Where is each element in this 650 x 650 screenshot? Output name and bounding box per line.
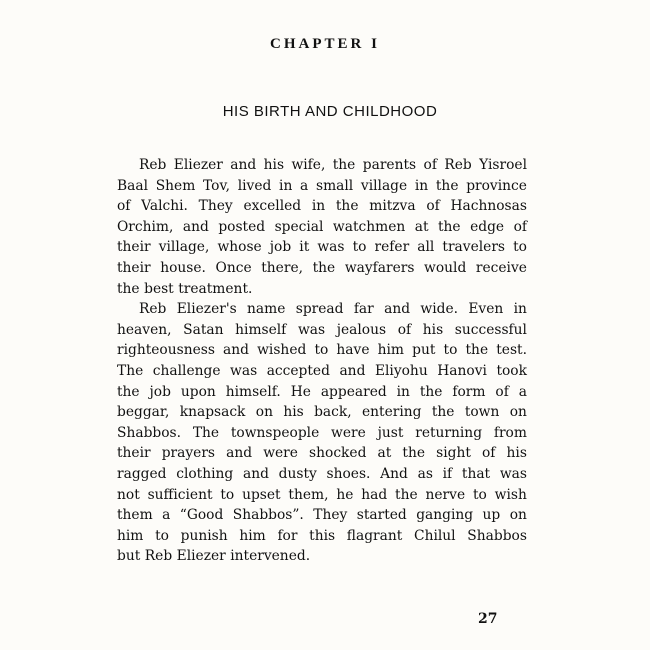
text-line: [117, 505, 527, 526]
word: in: [311, 198, 326, 215]
text-line: [117, 443, 527, 464]
word: lived: [237, 177, 272, 194]
word: put: [412, 342, 436, 359]
text-line: [117, 176, 527, 197]
text-line: [117, 402, 527, 423]
word: Orchim,: [117, 218, 174, 235]
word: watchmen: [332, 218, 406, 235]
word: form: [452, 383, 486, 400]
text-line: [117, 485, 527, 506]
word: jealous: [336, 321, 387, 338]
text-line: [117, 258, 527, 279]
text-line: [117, 361, 527, 382]
word: of: [117, 198, 131, 215]
word: his: [422, 321, 444, 338]
word: sight: [436, 445, 471, 462]
word: town: [464, 404, 500, 421]
word: whose: [217, 239, 262, 256]
word: village: [360, 177, 408, 194]
word: his: [263, 157, 285, 173]
word: He: [290, 383, 311, 400]
word: was: [499, 465, 527, 482]
word: have: [336, 342, 370, 359]
word: test.: [496, 342, 527, 359]
word: ganging: [416, 507, 474, 524]
word: his: [283, 404, 304, 421]
text-line: [117, 526, 527, 547]
word: the: [312, 259, 336, 276]
word: on: [509, 404, 527, 421]
word: was: [230, 362, 258, 379]
text-line: [117, 217, 527, 238]
word: receive: [475, 259, 527, 276]
word: in: [414, 177, 429, 194]
word: Reb: [144, 548, 173, 565]
word: their: [117, 445, 151, 462]
word: Shabbos.: [117, 424, 181, 441]
word: and: [223, 342, 249, 359]
text-line: [117, 423, 527, 444]
text-line: [117, 155, 527, 176]
word: special: [274, 218, 324, 235]
word: them,: [288, 486, 329, 503]
word: Eliezer: [176, 548, 226, 565]
word: They: [313, 507, 348, 524]
word: the: [117, 383, 140, 400]
word: their: [117, 259, 151, 276]
word: a: [162, 507, 171, 524]
word: himself.: [225, 383, 281, 400]
word: posted: [218, 218, 266, 235]
word: mitzva: [369, 198, 416, 215]
word: job: [269, 239, 292, 256]
word: and: [242, 465, 269, 482]
word: the: [431, 404, 455, 421]
word: and: [230, 157, 257, 173]
word: in: [513, 301, 527, 318]
word: the: [335, 198, 359, 215]
word: dusty: [278, 465, 317, 482]
word: had: [361, 486, 388, 503]
word: Once: [215, 259, 252, 276]
word: took: [496, 362, 527, 379]
word: upon: [180, 383, 216, 400]
word: wished: [257, 342, 307, 359]
chapter-title: HIS BIRTH AND CHILDHOOD: [222, 103, 438, 120]
word: started: [356, 507, 407, 524]
chapter-label: CHAPTER I: [270, 36, 380, 52]
word: Yisroel: [479, 157, 527, 173]
word: was: [297, 321, 326, 338]
word: prayers: [161, 445, 216, 462]
text-line: [117, 464, 527, 485]
word: shocked: [309, 445, 367, 462]
word: Baal: [117, 177, 149, 194]
word: of: [513, 218, 527, 235]
word: Hanovi: [437, 362, 487, 379]
word: to: [314, 342, 329, 359]
word: in: [396, 383, 410, 400]
word: just: [377, 424, 404, 441]
word: upset: [242, 486, 281, 503]
word: this: [309, 527, 336, 544]
word: righteousness: [117, 342, 215, 359]
word: They: [198, 198, 233, 215]
word: “Good: [179, 507, 224, 524]
word: not: [117, 486, 140, 503]
word: the: [419, 383, 443, 400]
word: that: [461, 465, 491, 482]
word: the: [332, 157, 356, 173]
word: knapsack: [179, 404, 246, 421]
word: The: [117, 362, 144, 379]
word: in: [279, 177, 293, 194]
word: far: [353, 301, 374, 318]
word: of: [397, 321, 412, 338]
word: his: [506, 445, 527, 462]
word: and: [226, 445, 253, 462]
word: him: [117, 527, 144, 544]
word: Chilul: [414, 527, 456, 544]
word: parents: [362, 157, 417, 173]
word: to: [443, 342, 458, 359]
word: edge: [470, 218, 505, 235]
word: were: [263, 445, 298, 462]
word: the: [465, 342, 489, 359]
word: beggar,: [117, 404, 170, 421]
word: but: [117, 548, 141, 565]
word: wish: [494, 486, 527, 503]
text-line: [117, 279, 527, 300]
word: him: [239, 527, 266, 544]
word: a: [518, 383, 527, 400]
word: to: [220, 486, 235, 503]
word: Shabbos: [467, 527, 527, 544]
word: Reb: [139, 301, 167, 318]
word: refer: [374, 239, 410, 256]
word: townspeople: [230, 424, 320, 441]
word: the: [395, 486, 418, 503]
word: at: [377, 445, 392, 462]
word: travelers: [442, 239, 505, 256]
word: to: [352, 239, 367, 256]
word: And: [380, 465, 408, 482]
word: ragged: [117, 465, 167, 482]
word: of: [423, 157, 437, 173]
word: would: [424, 259, 467, 276]
word: wide.: [420, 301, 459, 318]
word: to: [155, 527, 169, 544]
word: wife,: [291, 157, 326, 173]
word: spread: [295, 301, 344, 318]
chapter-body: [117, 155, 527, 567]
word: back,: [314, 404, 352, 421]
text-line: [117, 299, 527, 320]
word: the: [435, 177, 459, 194]
word: treatment.: [178, 280, 253, 297]
word: at: [414, 218, 429, 235]
word: Satan: [183, 321, 224, 338]
word: intervened.: [230, 548, 311, 565]
word: him: [377, 342, 405, 359]
text-line: [117, 196, 527, 217]
text-line: [117, 546, 527, 567]
word: for: [277, 527, 298, 544]
word: a: [300, 177, 309, 194]
word: province: [466, 177, 527, 194]
word: was: [317, 239, 345, 256]
word: Eliezer's: [176, 301, 237, 318]
word: job: [149, 383, 171, 400]
word: of: [426, 198, 440, 215]
word: Hachnosas: [450, 198, 527, 215]
word: accepted: [266, 362, 330, 379]
word: to: [472, 486, 487, 503]
word: excelled: [243, 198, 302, 215]
word: all: [417, 239, 435, 256]
word: small: [315, 177, 354, 194]
word: punish: [180, 527, 228, 544]
word: Valchi.: [141, 198, 188, 215]
word: wayfarers: [344, 259, 415, 276]
word: up: [482, 507, 501, 524]
word: name: [247, 301, 286, 318]
word: of: [495, 383, 509, 400]
word: sufficient: [147, 486, 213, 503]
word: as: [417, 465, 433, 482]
word: were: [331, 424, 366, 441]
word: and: [384, 301, 411, 318]
word: and: [339, 362, 366, 379]
word: successful: [454, 321, 527, 338]
word: Eliezer: [173, 157, 223, 173]
word: and: [182, 218, 209, 235]
text-line: [117, 237, 527, 258]
word: to: [513, 239, 527, 256]
word: flagrant: [346, 527, 403, 544]
word: challenge: [152, 362, 221, 379]
word: Eliyohu: [374, 362, 428, 379]
word: on: [509, 507, 527, 524]
word: The: [192, 424, 220, 441]
word: the: [117, 280, 140, 297]
word: nerve: [425, 486, 466, 503]
word: from: [493, 424, 527, 441]
word: returning: [415, 424, 483, 441]
word: Shem: [155, 177, 196, 194]
page-number: 27: [478, 611, 498, 627]
text-line: [117, 320, 527, 341]
word: the: [438, 218, 461, 235]
word: village,: [158, 239, 210, 256]
text-line: [117, 340, 527, 361]
word: there,: [261, 259, 303, 276]
word: it: [299, 239, 310, 256]
word: Reb: [139, 157, 167, 173]
word: Shabbos”.: [232, 507, 304, 524]
text-line: [117, 382, 527, 403]
word: clothing: [176, 465, 234, 482]
word: if: [442, 465, 453, 482]
word: appeared: [320, 383, 387, 400]
word: the: [402, 445, 426, 462]
word: heaven,: [117, 321, 172, 338]
word: them: [117, 507, 153, 524]
word: house.: [160, 259, 206, 276]
word: Reb: [444, 157, 472, 173]
word: entering: [361, 404, 422, 421]
word: Even: [468, 301, 504, 318]
word: himself: [235, 321, 287, 338]
word: of: [482, 445, 496, 462]
word: best: [144, 280, 174, 297]
word: he: [336, 486, 354, 503]
word: on: [255, 404, 273, 421]
word: Tov,: [203, 177, 230, 194]
word: their: [117, 239, 151, 256]
word: shoes.: [326, 465, 371, 482]
